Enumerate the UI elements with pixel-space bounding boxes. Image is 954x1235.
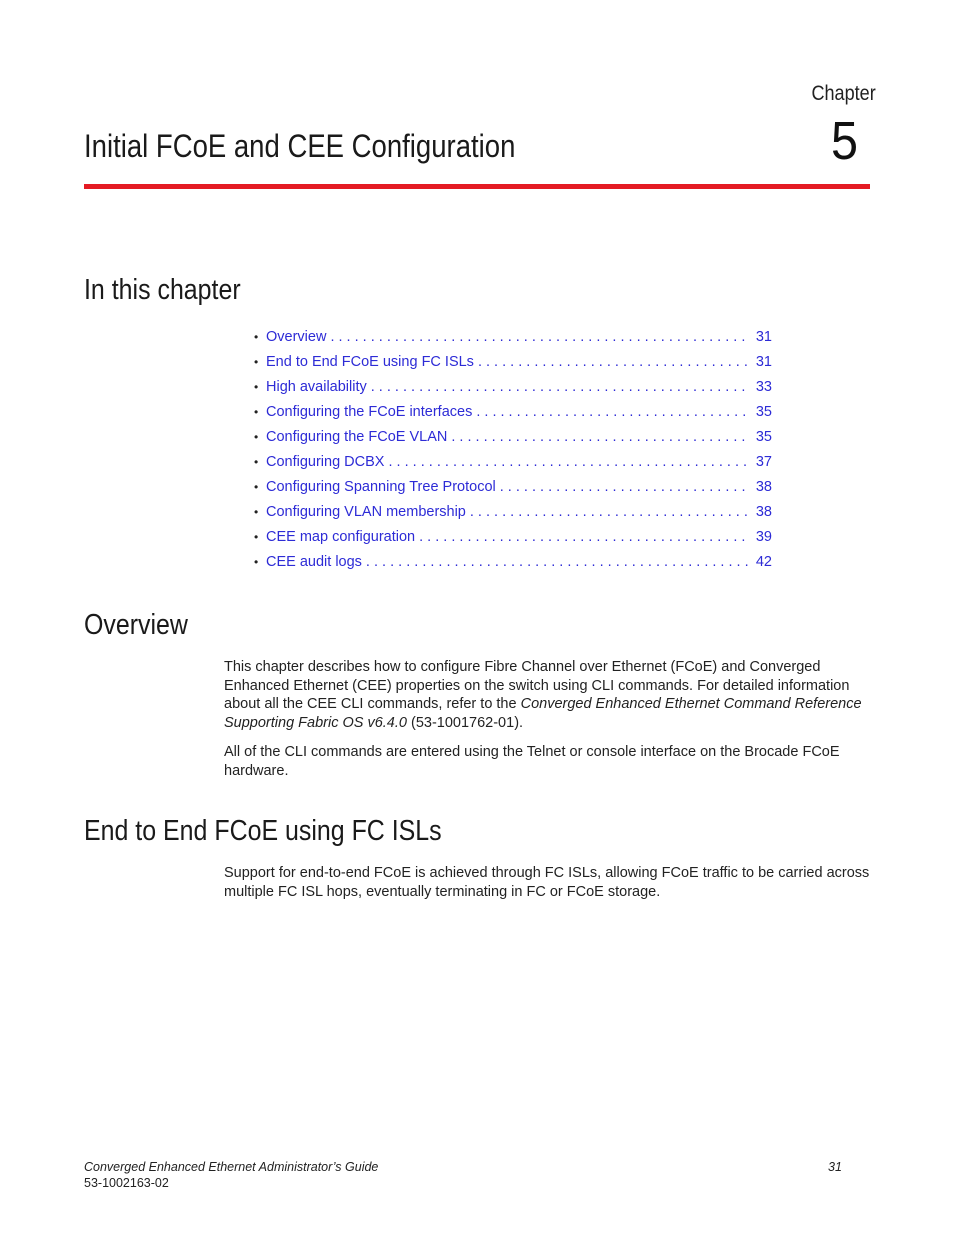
- bullet-icon: •: [254, 380, 259, 394]
- bullet-icon: •: [254, 505, 259, 519]
- toc-leader-dots: [371, 379, 748, 395]
- bullet-icon: •: [254, 555, 259, 569]
- bullet-icon: •: [254, 355, 259, 369]
- overview-paragraph-1: [224, 658, 874, 732]
- toc-item-page[interactable]: 35: [755, 404, 772, 420]
- toc-item-label[interactable]: End to End FCoE using FC ISLs: [266, 354, 474, 370]
- toc-item-label[interactable]: Overview: [266, 329, 327, 345]
- footer-page-number: 31: [828, 1160, 842, 1174]
- overview-paragraph-2: All of the CLI commands are entered using the Telnet or console interface on the Brocade FCoE hardware.: [224, 744, 840, 779]
- toc-item-label[interactable]: Configuring the FCoE VLAN: [266, 429, 448, 445]
- bullet-icon: •: [254, 455, 259, 469]
- toc-item-page[interactable]: 38: [755, 504, 772, 520]
- overview-heading: Overview: [84, 609, 188, 641]
- toc-leader-dots: [419, 529, 748, 545]
- toc-leader-dots: [500, 479, 748, 495]
- toc-leader-dots: [388, 454, 748, 470]
- chapter-toc: [254, 329, 772, 579]
- chapter-title: Initial FCoE and CEE Configuration: [84, 128, 516, 164]
- bullet-icon: •: [254, 480, 259, 494]
- bullet-icon: •: [254, 330, 259, 344]
- toc-item-page[interactable]: 39: [755, 529, 772, 545]
- end-to-end-heading: End to End FCoE using FC ISLs: [84, 815, 442, 847]
- toc-leader-dots: [478, 354, 748, 370]
- bullet-icon: •: [254, 405, 259, 419]
- toc-item-cee-audit-logs[interactable]: [254, 554, 772, 579]
- toc-item-page[interactable]: 35: [755, 429, 772, 445]
- toc-item-label[interactable]: Configuring Spanning Tree Protocol: [266, 479, 496, 495]
- toc-leader-dots: [330, 329, 748, 345]
- toc-item-page[interactable]: 37: [755, 454, 772, 470]
- toc-item-page[interactable]: 38: [755, 479, 772, 495]
- toc-leader-dots: [476, 404, 748, 420]
- toc-item-page[interactable]: 42: [755, 554, 772, 570]
- toc-item-high-availability[interactable]: [254, 379, 772, 404]
- toc-item-label[interactable]: CEE audit logs: [266, 554, 362, 570]
- chapter-title-rule: [84, 184, 870, 189]
- toc-item-page[interactable]: 31: [755, 329, 772, 345]
- in-this-chapter-heading: In this chapter: [84, 274, 241, 306]
- end-to-end-paragraph: Support for end-to-end FCoE is achieved through FC ISLs, allowing FCoE traffic to be carried across multiple FC ISL hops, eventually terminating in FC or FCoE storage.: [224, 865, 870, 900]
- toc-item-overview[interactable]: [254, 329, 772, 354]
- toc-leader-dots: [366, 554, 748, 570]
- toc-item-vlan-membership[interactable]: [254, 504, 772, 529]
- toc-item-dcbx[interactable]: [254, 454, 772, 479]
- bullet-icon: •: [254, 430, 259, 444]
- toc-item-page[interactable]: 33: [755, 379, 772, 395]
- reference-title: Converged Enhanced Ethernet Command Reference Supporting Fabric OS v6.4.0: [224, 696, 862, 731]
- overview-text-start: This chapter describes how to configure Fibre Channel over Ethernet (FCoE) and Converged Enhanced Ethernet (CEE) properties on the switch using CLI commands. For detailed information about all the CEE CLI commands, refer to the: [224, 659, 850, 712]
- footer-doc-number: 53-1002163-02: [84, 1176, 169, 1190]
- reference-docnum: (53-1001762-01).: [406, 714, 524, 731]
- toc-item-spanning-tree[interactable]: [254, 479, 772, 504]
- toc-item-label[interactable]: Configuring the FCoE interfaces: [266, 404, 473, 420]
- toc-item-label[interactable]: CEE map configuration: [266, 529, 416, 545]
- toc-item-fcoe-vlan[interactable]: [254, 429, 772, 454]
- toc-item-label[interactable]: High availability: [266, 379, 367, 395]
- toc-item-cee-map[interactable]: [254, 529, 772, 554]
- chapter-number: 5: [830, 111, 858, 171]
- toc-item-fcoe-interfaces[interactable]: [254, 404, 772, 429]
- footer-guide-title: Converged Enhanced Ethernet Administrator’s Guide: [84, 1160, 379, 1174]
- toc-item-label[interactable]: Configuring DCBX: [266, 454, 385, 470]
- toc-item-page[interactable]: 31: [755, 354, 772, 370]
- toc-item-label[interactable]: Configuring VLAN membership: [266, 504, 466, 520]
- bullet-icon: •: [254, 530, 259, 544]
- chapter-label: Chapter: [811, 82, 876, 105]
- toc-item-end-to-end-fcoe[interactable]: [254, 354, 772, 379]
- toc-leader-dots: [451, 429, 748, 445]
- toc-leader-dots: [470, 504, 748, 520]
